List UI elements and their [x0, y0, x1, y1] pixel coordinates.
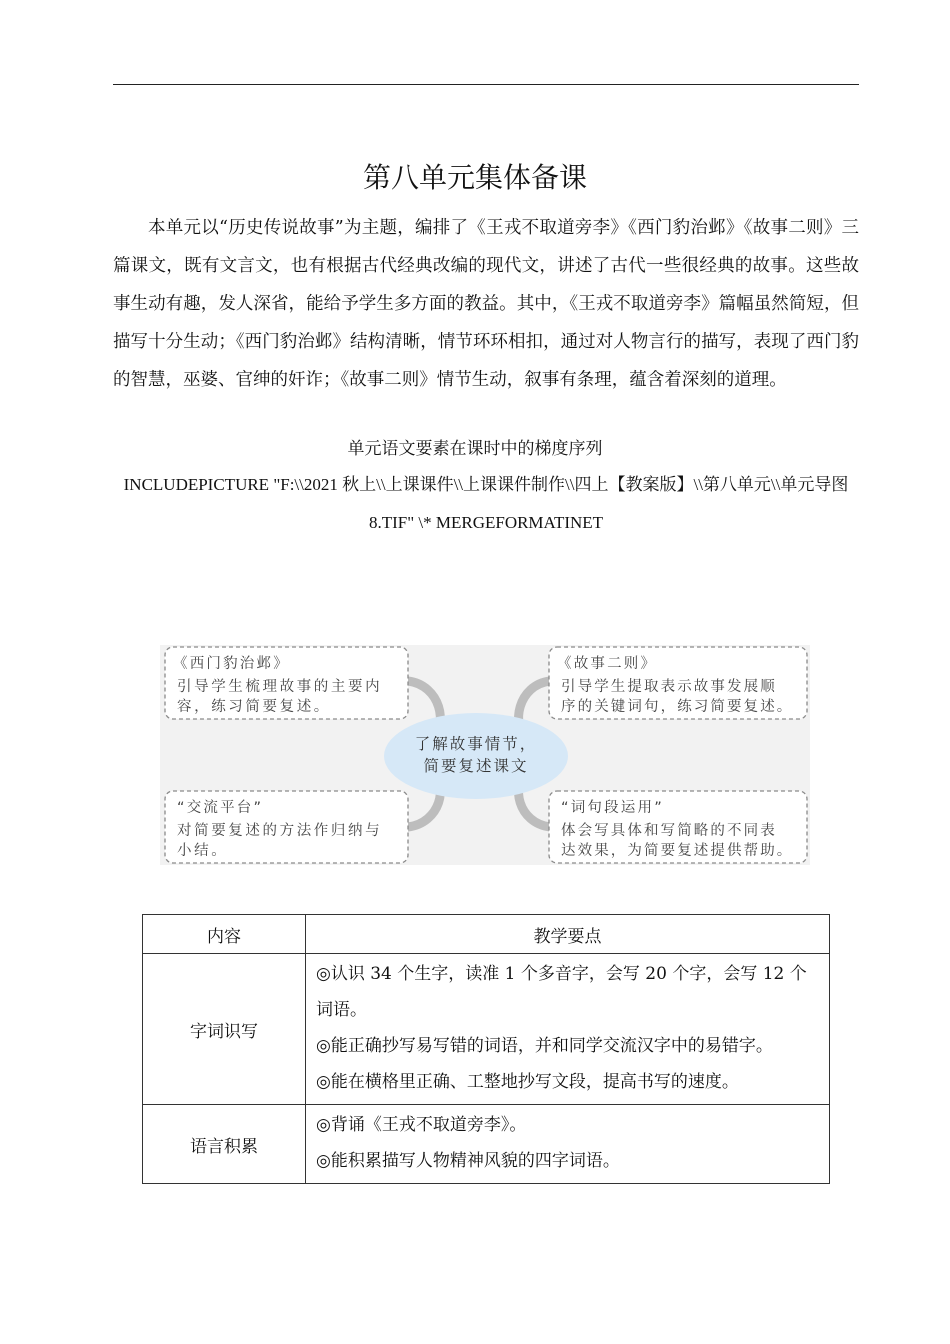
- center-node-line2: 简要复述课文: [423, 757, 529, 775]
- center-node-line1: 了解故事情节，: [414, 735, 538, 753]
- table-header-row: [143, 915, 830, 954]
- node-bottom-left-line2: 小结。: [177, 843, 229, 859]
- intro-paragraph: 本单元以“历史传说故事”为主题，编排了《王戎不取道旁李》《西门豹治邺》《故事二则》三篇课文，既有文言文，也有根据古代经典改编的现代文，讲述了古代一些很经典的故事。这些故事生动有趣，发人深省，能给予学生多方面的教益。其中，《王戎不取道旁李》篇幅虽然简短，但描写十分生动；《西门豹治邺》结构清晰，情节环环相扣，通过对人物言行的描写，表现了西门豹的智慧，巫婆、官绅的奸诈；《故事二则》情节生动，叙事有条理，蕴含着深刻的道理。: [113, 218, 859, 390]
- node-top-right-line1: 引导学生提取表示故事发展顺: [561, 679, 777, 695]
- section-subheading: 单元语文要素在课时中的梯度序列: [347, 439, 603, 459]
- include-picture-field: INCLUDEPICTURE "F:\\2021 秋上\\上课课件\\上课课件制作\\四上【教案版】\\第八单元\\单元导图 8.TIF" \* MERGEFORMATINET: [123, 475, 849, 532]
- unit-mind-map: [160, 645, 810, 865]
- node-top-left-line2: 容，练习简要复述。: [177, 699, 331, 715]
- point-item: ◎背诵《王戎不取道旁李》。: [316, 1115, 527, 1135]
- row-points: [306, 1105, 830, 1184]
- node-bottom-left: [165, 791, 408, 863]
- node-bottom-right-line1: 体会写具体和写简略的不同表: [561, 823, 777, 839]
- node-bottom-left-title: “交流平台”: [177, 800, 264, 816]
- node-top-right-title: 《故事二则》: [557, 656, 658, 672]
- node-top-right: [549, 647, 807, 719]
- node-top-left-title: 《西门豹治邺》: [173, 656, 290, 672]
- header-content: 内容: [143, 915, 306, 954]
- node-bottom-right-title: “词句段运用”: [561, 800, 664, 816]
- row-points: [306, 954, 830, 1105]
- point-item: ◎能在横格里正确、工整地抄写文段，提高书写的速度。: [316, 1072, 739, 1092]
- header-rule: [113, 84, 859, 85]
- node-bottom-left-line1: 对简要复述的方法作归纳与: [177, 823, 383, 839]
- node-top-left-line1: 引导学生梳理故事的主要内: [177, 679, 383, 695]
- point-item: ◎能积累描写人物精神风貌的四字词语。: [316, 1151, 620, 1171]
- node-top-right-line2: 序的关键词句，练习简要复述。: [561, 699, 794, 715]
- node-bottom-right-line2: 达效果，为简要复述提供帮助。: [561, 843, 794, 859]
- node-top-left: [165, 647, 408, 719]
- point-item: ◎能正确抄写易写错的词语，并和同学交流汉字中的易错字。: [316, 1036, 773, 1056]
- row-category: 语言积累: [143, 1105, 306, 1184]
- page-title: 第八单元集体备课: [362, 161, 587, 194]
- mind-map-center-node: [384, 713, 568, 799]
- teaching-points-table-wrapper: [142, 914, 832, 1184]
- point-item: ◎认识 34 个生字，读准 1 个多音字，会写 20 个字，会写 12 个词语。: [316, 964, 807, 1020]
- node-bottom-right: [549, 791, 807, 863]
- header-teaching-points: 教学要点: [306, 915, 830, 954]
- table-row: [143, 954, 830, 1105]
- teaching-points-table: [142, 914, 830, 1184]
- table-row: [143, 1105, 830, 1184]
- row-category: 字词识写: [143, 954, 306, 1105]
